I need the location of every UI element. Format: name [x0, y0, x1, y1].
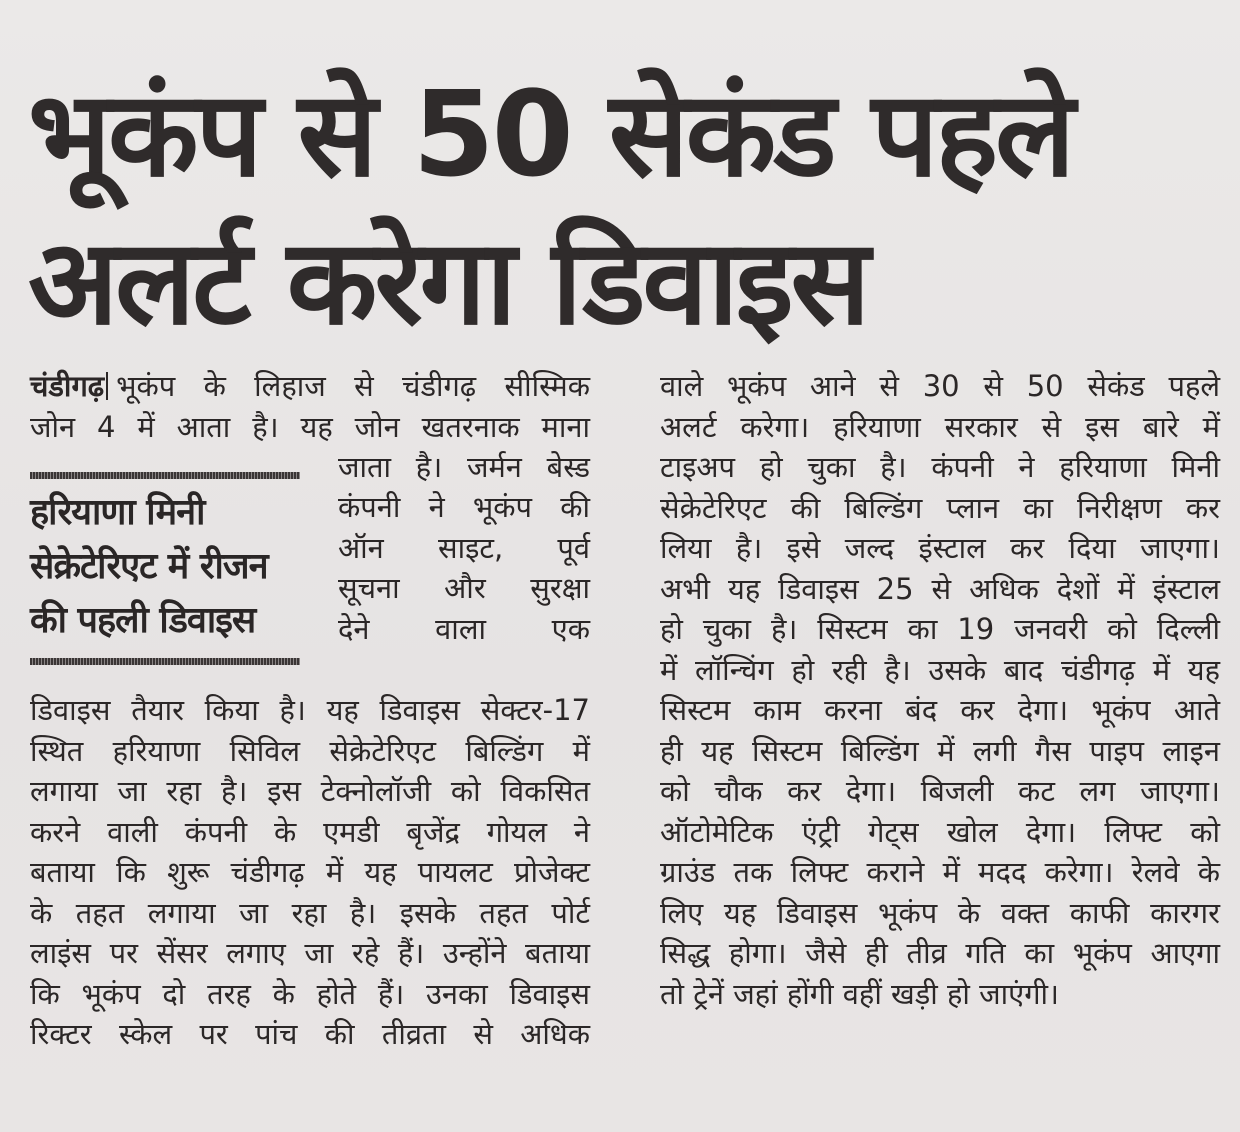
article-column-left-continued [30, 690, 590, 1055]
article-line: अभी यह डिवाइस 25 से अधिक देशों में इंस्टाल [660, 571, 1220, 606]
article-line: लगाया जा रहा है। इस टेक्नोलॉजी को विकसित [30, 774, 590, 808]
article-line: सिस्टम काम करना बंद कर देगा। भूकंप आते [660, 693, 1220, 727]
article-line: वाले भूकंप आने से 30 से 50 सेकंड पहले [660, 369, 1220, 403]
dateline-divider [106, 372, 108, 400]
article-line: कंपनी ने भूकंप की [338, 490, 590, 524]
article-line: को चौक कर देगा। बिजली कट लग जाएगा। [660, 774, 1220, 808]
pull-quote-line-3: की पहली डिवाइस [30, 600, 256, 641]
article-line: सिद्ध होगा। जैसे ही तीव्र गति का भूकंप आएगा [660, 936, 1220, 970]
article-line [30, 366, 590, 407]
article-column-right [660, 366, 1220, 1014]
pull-quote [30, 472, 302, 672]
article-line: रिक्टर स्केल पर पांच की तीव्रता से अधिक [30, 1017, 590, 1051]
article-line: ऑटोमेटिक एंट्री गेट्स खोल देगा। लिफ्ट को [660, 814, 1220, 849]
article-line: बताया कि शुरू चंडीगढ़ में यह पायलट प्रोजेक्ट [30, 855, 590, 889]
article-line: लाइंस पर सेंसर लगाए जा रहे हैं। उन्होंने बताया [30, 936, 590, 970]
article-line: हो चुका है। सिस्टम का 19 जनवरी को दिल्ली [660, 612, 1220, 646]
article-line: ही यह सिस्टम बिल्डिंग में लगी गैस पाइप लाइन [660, 733, 1220, 768]
pull-quote-line-2: सेक्रेटेरिएट में रीजन [30, 546, 268, 587]
article-line: करने वाली कंपनी के एमडी बृजेंद्र गोयल ने [30, 814, 590, 849]
article-line: जोन 4 में आता है। यह जोन खतरनाक माना [30, 409, 590, 444]
article-line: स्थित हरियाणा सिविल सेक्रेटेरिएट बिल्डिंग में [30, 733, 590, 768]
article-line: तो ट्रेनें जहां होंगी वहीं खड़ी हो जाएंगी। [660, 976, 1060, 1011]
article-text: भूकंप के लिहाज से चंडीगढ़ सीस्मिक [116, 369, 590, 403]
article-line: में लॉन्चिंग हो रही है। उसके बाद चंडीगढ़ में यह [660, 652, 1220, 687]
article-line: सूचना और सुरक्षा [338, 571, 590, 605]
article-line: देने वाला एक [338, 612, 590, 646]
headline [28, 60, 1228, 356]
article-column-left [30, 366, 590, 447]
pull-quote-bottom-rule [30, 658, 300, 665]
pull-quote-top-rule [30, 472, 300, 479]
article-line: कि भूकंप दो तरह के होते हैं। उनका डिवाइस [30, 976, 590, 1011]
article-line: जाता है। जर्मन बेस्ड [338, 450, 590, 484]
article-line: सेक्रेटेरिएट की बिल्डिंग प्लान का निरीक्षण कर [660, 490, 1220, 525]
article-line: टाइअप हो चुका है। कंपनी ने हरियाणा मिनी [660, 450, 1220, 484]
article-line: ऑन साइट, पूर्व [338, 531, 590, 565]
headline-line-2: अलर्ट करेगा डिवाइस [28, 213, 868, 351]
pull-quote-text [30, 486, 305, 648]
dateline: चंडीगढ़ [30, 369, 105, 403]
article-line: के तहत लगाया जा रहा है। इसके तहत पोर्ट [30, 895, 590, 930]
article-line: लिए यह डिवाइस भूकंप के वक्त काफी कारगर [660, 895, 1220, 930]
article-line: ग्राउंड तक लिफ्ट कराने में मदद करेगा। रेलवे के [660, 855, 1220, 889]
article-line: डिवाइस तैयार किया है। यह डिवाइस सेक्टर-17 [30, 693, 590, 727]
article-line: लिया है। इसे जल्द इंस्टाल कर दिया जाएगा। [660, 531, 1220, 565]
article-line: अलर्ट करेगा। हरियाणा सरकार से इस बारे में [660, 409, 1220, 444]
pull-quote-line-1: हरियाणा मिनी [30, 492, 205, 533]
headline-line-1: भूकंप से 50 सेकंड पहले [28, 65, 1073, 203]
